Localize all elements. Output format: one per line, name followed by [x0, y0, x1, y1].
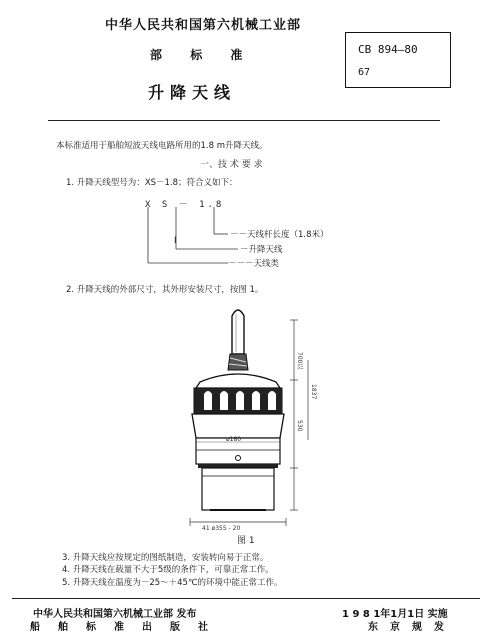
footer-publisher-right: 东京规发	[368, 622, 456, 633]
dimension-diameter: ø180	[226, 436, 242, 443]
requirement-item-3: 3. 升降天线应按规定的图纸制造，安装转向易于正常。	[62, 553, 269, 563]
document-title: 升降天线	[148, 83, 237, 102]
legend-line-type: －升降天线	[240, 245, 283, 255]
footer-publisher: 船舶标准出版社	[30, 622, 226, 633]
ministry-standard-label	[150, 46, 266, 63]
footer-effective-date: 1 9 8 1年1月1日 实施	[342, 609, 448, 620]
standard-number: CB 894—80	[358, 43, 418, 56]
standard-word: 标	[190, 48, 203, 62]
standard-sub-number: 67	[358, 67, 371, 78]
dimension-top: 700以	[296, 352, 303, 370]
requirement-item-1: 1. 升降天线型号为：XS－1.8；符合义如下：	[66, 178, 238, 188]
standard-code-box	[345, 32, 451, 88]
requirement-item-5: 5. 升降天线在温度为－25～＋45℃的环境中能正常工作。	[62, 578, 283, 588]
bracket-mark: I	[174, 236, 177, 246]
footer-issuer: 中华人民共和国第六机械工业部 发布	[33, 609, 197, 620]
dimension-bottom: 41 ø355 - 20	[202, 525, 241, 532]
standard-word: 准	[230, 48, 243, 62]
issuing-ministry: 中华人民共和国第六机械工业部	[105, 18, 302, 33]
model-code: X S － 1.8	[145, 200, 225, 210]
requirement-item-4: 4. 升降天线在载量不大于5级的条件下，可靠正常工作。	[62, 565, 274, 575]
section-heading: 一、技 术 要 求	[200, 160, 263, 170]
legend-line-class: －－－天线类	[228, 259, 280, 269]
footer-divider	[12, 598, 480, 599]
antenna-drawing	[170, 300, 320, 532]
requirement-item-2: 2. 升降天线的外部尺寸，其外形安装尺寸，按图 1。	[66, 285, 264, 295]
scope-paragraph: 本标准适用于船舶短波天线电路所用的1.8 m升降天线。	[56, 141, 268, 151]
figure-caption: 图 1	[237, 536, 255, 546]
standard-word: 部	[150, 48, 163, 62]
header-divider	[48, 120, 440, 121]
dimension-lower: 530	[296, 420, 303, 432]
dimension-overall: 1837	[310, 384, 317, 400]
legend-line-length: －－天线杆长度（1.8米）	[230, 230, 329, 240]
